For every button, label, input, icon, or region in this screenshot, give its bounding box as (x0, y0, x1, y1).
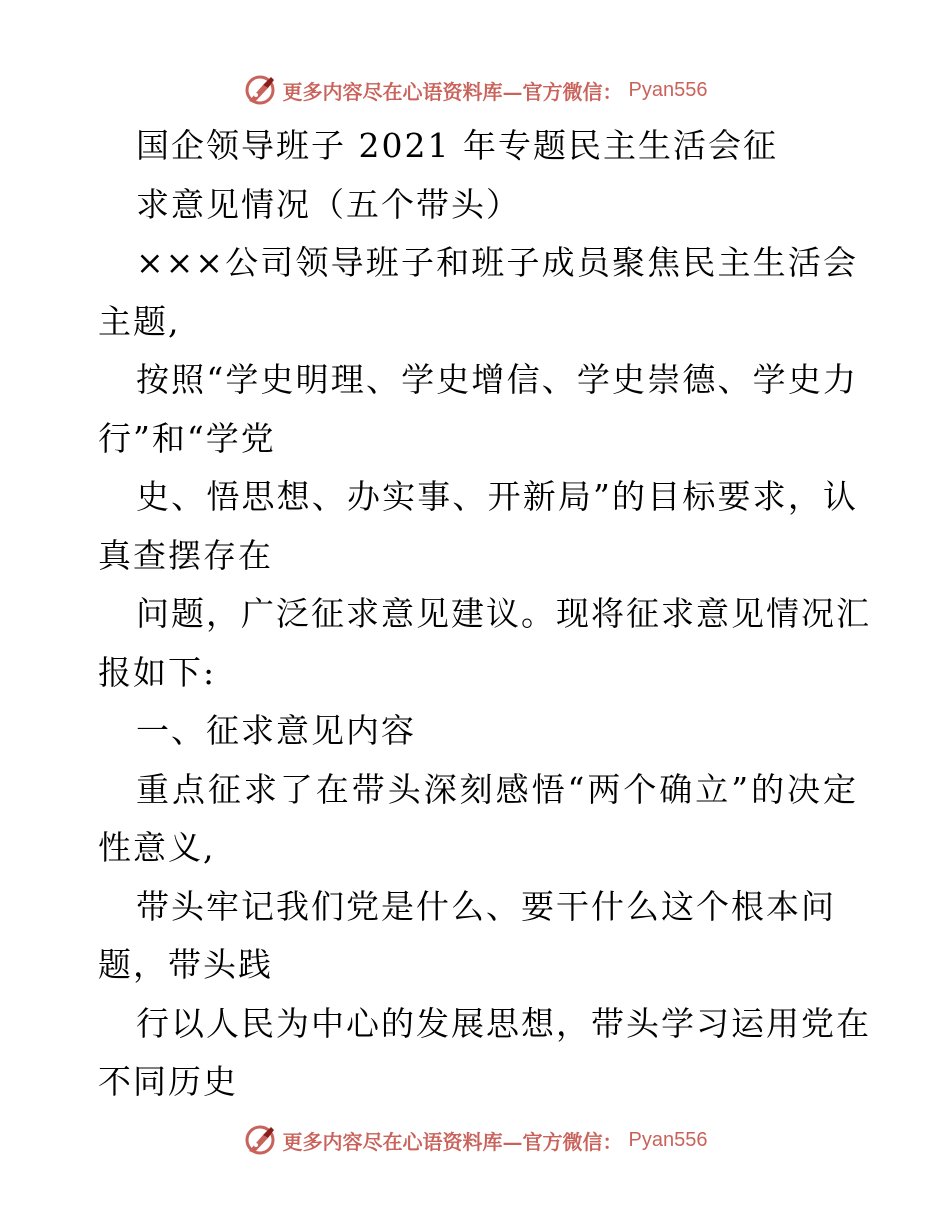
paragraph-line: 主题, (98, 301, 181, 341)
pen-logo-icon (243, 1123, 277, 1157)
paragraph-line: 不同历史 (98, 1062, 238, 1101)
paragraph-line: 问题，广泛征求意见建议。现将征求意见情况汇 (136, 594, 871, 633)
paragraph-line: 真查摆存在 (98, 535, 273, 575)
title-line-1: 国企领导班子 2021 年专题民主生活会征 (136, 126, 778, 165)
paragraph-line: 带头牢记我们党是什么、要干什么这个根本问 (136, 886, 836, 926)
paragraph-line: ×××公司领导班子和班子成员聚焦民主生活会 (136, 243, 858, 282)
watermark-wechat-id: Pyan556 (628, 1128, 708, 1151)
paragraph-line: 史、悟思想、办实事、开新局”的目标要求，认 (136, 477, 858, 516)
paragraph-line: 行以人民为中心的发展思想，带头学习运用党在 (136, 1003, 871, 1043)
pen-logo-icon (243, 73, 277, 107)
watermark-text: 更多内容尽在心语资料库—官方微信： (282, 1129, 623, 1154)
watermark-wechat-id: Pyan556 (628, 78, 708, 101)
watermark-banner-top (0, 70, 950, 110)
paragraph-line: 行”和“学党 (98, 418, 276, 458)
paragraph-line: 报如下: (98, 652, 217, 692)
watermark-text: 更多内容尽在心语资料库—官方微信： (282, 79, 623, 104)
paragraph-line: 题，带头践 (98, 945, 273, 984)
section-heading: 一、征求意见内容 (136, 711, 416, 750)
document-body (98, 117, 871, 1112)
paragraph-line: 性意义, (98, 828, 216, 867)
paragraph-line: 重点征求了在带头深刻感悟“两个确立”的决定 (136, 769, 858, 809)
paragraph-line: 按照“学史明理、学史增信、学史崇德、学史力 (136, 360, 858, 399)
title-line-2: 求意见情况（五个带头） (136, 184, 521, 224)
watermark-banner-bottom (0, 1120, 950, 1160)
